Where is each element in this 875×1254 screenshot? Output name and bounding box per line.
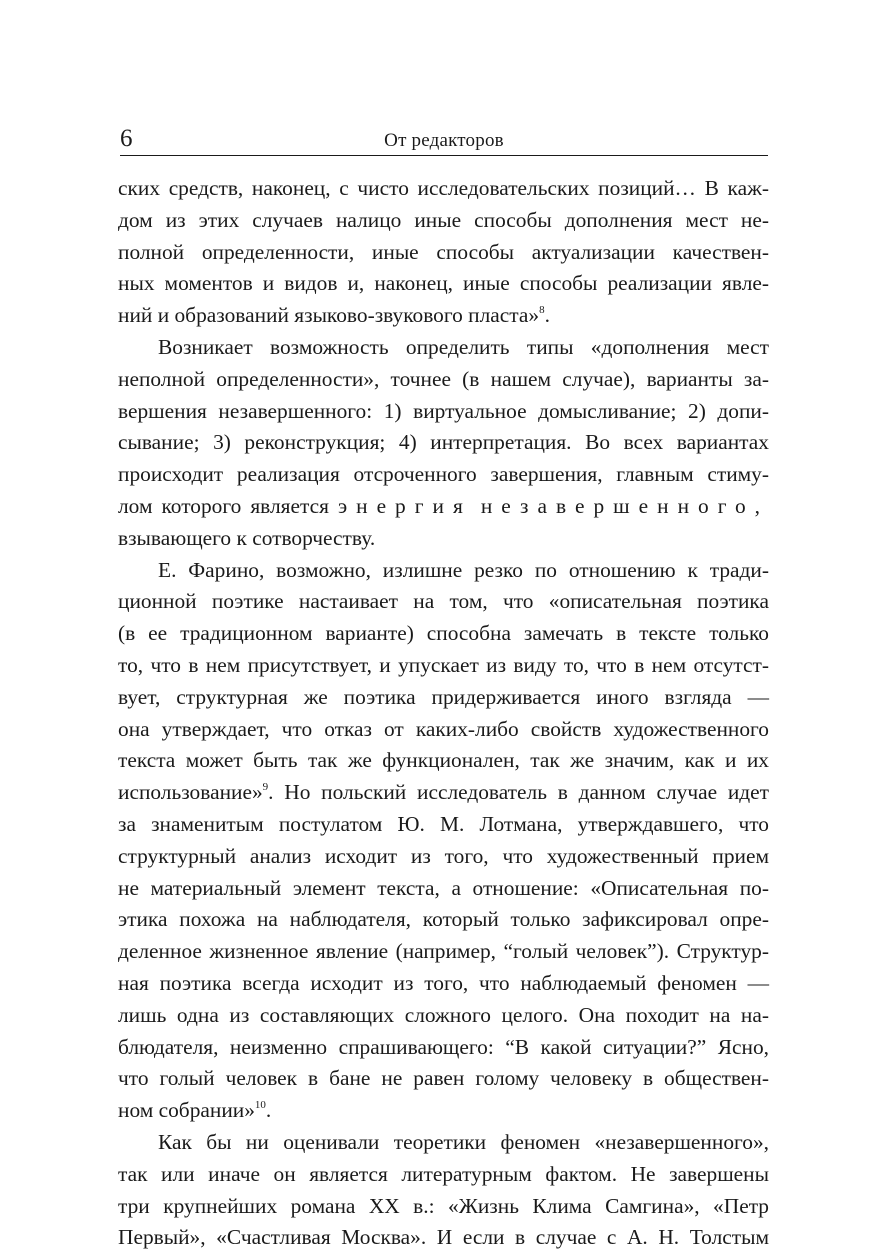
text-line: что голый человек в бане не равен голому человеку в обществен- [118,1066,769,1091]
text-line: ная поэтика всегда исходит из того, что наблюдаемый феномен — [118,970,769,995]
body-text [118,173,769,1254]
text-fragment: использование» [118,780,263,805]
text-line [118,777,769,809]
footnote-ref-10: 10 [254,1099,266,1112]
text-line: происходит реализация отсроченного завершения, главным стиму- [118,462,769,487]
text-line: ных моментов и видов и, наконец, иные способы реализации явле- [118,271,769,296]
text-line: за знаменитым постулатом Ю. М. Лотмана, утверждавшего, что [118,811,769,836]
running-head: От редакторов [384,130,504,151]
text-line: дом из этих случаев налицо иные способы дополнения мест не- [118,207,769,232]
text-line [118,1095,769,1127]
text-fragment: лом которого является [118,493,329,518]
text-line: деленное жизненное явление (например, “голый человек”). Структур- [118,939,769,964]
footnote-ref-8: 8 [539,304,545,317]
text-line [118,300,769,332]
text-line: так или иначе он является литературным фактом. Не завершены [118,1161,769,1186]
text-line: не материальный элемент текста, а отношение: «Описательная по- [118,875,769,900]
text-line: лишь одна из составляющих сложного целого. Она походит на на- [118,1002,769,1027]
text-fragment: ний и образований языково-звукового пласта» [118,303,540,328]
text-line: Е. Фарино, возможно, излишне резко по отношению к тради- [158,557,769,582]
page-number: 6 [120,125,133,152]
text-line: (в ее традиционном варианте) способна замечать в тексте только [118,621,769,646]
text-line: взывающего к сотворчеству. [118,525,376,550]
text-line: этика похожа на наблюдателя, который только зафиксировал опре- [118,907,769,932]
text-fragment: . [544,303,550,328]
text-line: структурный анализ исходит из того, что художественный прием [118,843,769,868]
text-line: ских средств, наконец, с чисто исследовательских позиций… В каж- [118,176,769,200]
text-line: Первый», «Счастливая Москва». И если в случае с А. Н. Толстым [118,1225,769,1250]
spaced-emphasis: незавершенного, [480,493,769,518]
text-line: она утверждает, что отказ от каких-либо свойств художественного [118,716,769,741]
spaced-emphasis: энергия [337,493,472,518]
text-line: вершения незавершенного: 1) виртуальное домысливание; 2) допи- [118,398,769,423]
text-line: то, что в нем присутствует, и упускает из виду то, что в нем отсутст- [118,652,769,677]
text-fragment: ном собрании» [118,1098,255,1123]
text-line: вует, структурная же поэтика придерживается иного взгляда — [118,684,769,709]
text-fragment: . Но польский исследователь в данном случае идет [268,780,769,805]
text-line [118,491,769,523]
text-fragment: . [265,1098,272,1123]
page-header [120,124,768,154]
text-line: сывание; 3) реконструкция; 4) интерпретация. Во всех вариантах [118,430,769,455]
text-line: ционной поэтике настаивает на том, что «описательная поэтика [118,589,769,614]
text-line: полной определенности, иные способы актуализации качествен- [118,239,769,264]
text-line: неполной определенности», точнее (в нашем случае), варианты за- [118,366,769,391]
text-line: блюдателя, неизменно спрашивающего: “В какой ситуации?” Ясно, [118,1034,769,1059]
text-line: Возникает возможность определить типы «дополнения мест [158,334,769,359]
header-rule [120,155,768,156]
text-line: Как бы ни оценивали теоретики феномен «незавершенного», [158,1129,769,1154]
footnote-ref-9: 9 [262,781,269,794]
text-line: текста может быть так же функционален, так же значим, как и их [118,748,769,773]
text-line: три крупнейших романа XX в.: «Жизнь Клима Самгина», «Петр [118,1193,769,1218]
